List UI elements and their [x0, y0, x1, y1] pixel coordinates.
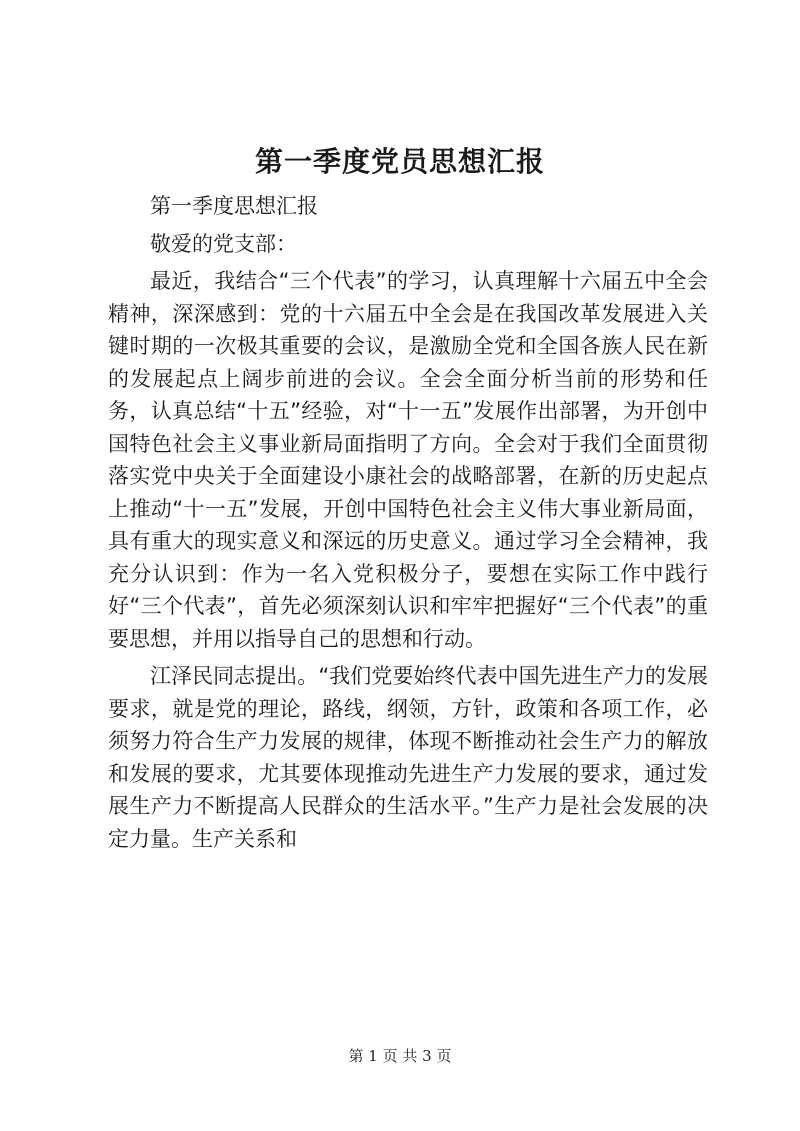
document-title: 第一季度党员思想汇报 [254, 145, 545, 178]
paragraph-1: 最近，我结合“三个代表”的学习，认真理解十六届五中全会精神，深深感到：党的十六届五中全会是在我国改革发展进入关键时期的一次极其重要的会议，是激励全党和全国各族人民在新的发展起点上阔步前进的会议。全会全面分析当前的形势和任务，认真总结“十五”经验，对“十一五”发展作出部署，为开创中国特色社会主义事业新局面指明了方向。全会对于我们全面贯彻落实党中央关于全面建设小康社会的战略部署，在新的历史起点上推动“十一五”发展，开创中国特色社会主义伟大事业新局面，具有重大的现实意义和深远的历史意义。通过学习全会精神，我充分认识到：作为一名入党积极分子，要想在实际工作中践行好“三个代表”，首先必须深刻认识和牢牢把握好“三个代表”的重要思想，并用以指导自己的思想和行动。 [108, 269, 708, 651]
document-body [108, 190, 708, 860]
paragraph-2: 江泽民同志提出。“我们党要始终代表中国先进生产力的发展要求，就是党的理论，路线，纲领，方针，政策和各项工作，必须努力符合生产力发展的规律，体现不断推动社会生产力的解放和发展的要求，尤其要体现推动先进生产力发展的要求，通过发展生产力不断提高人民群众的生活水平。”生产力是社会发展的决定力量。生产关系和 [108, 664, 708, 851]
document-subtitle: 第一季度思想汇报 [150, 194, 318, 218]
page-footer: 第 1 页 共 3 页 [348, 1047, 452, 1065]
salutation: 敬爱的党支部： [150, 231, 297, 256]
